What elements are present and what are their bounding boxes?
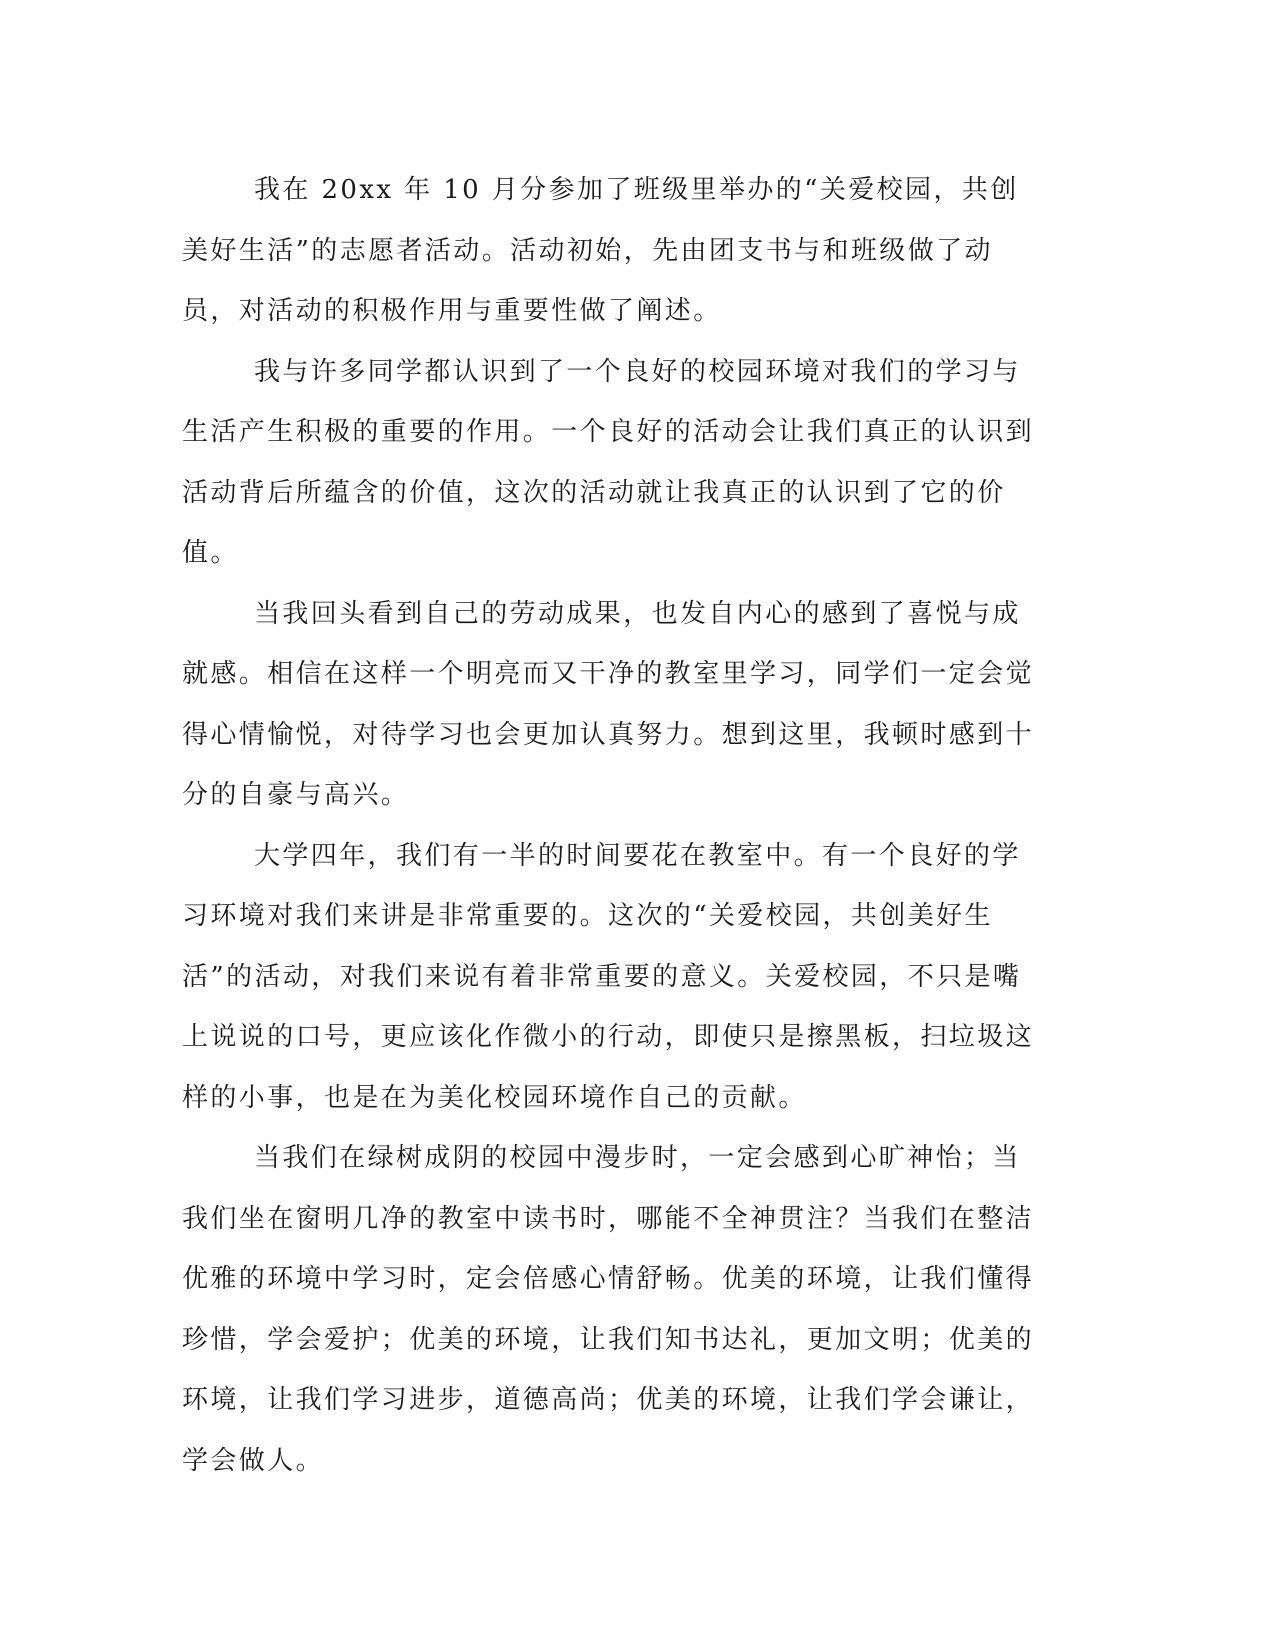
paragraph-4: 大学四年，我们有一半的时间要花在教室中。有一个良好的学习环境对我们来讲是非常重要的。这次的“关爱校园，共创美好生活”的活动，对我们来说有着非常重要的意义。关爱校园，不只是嘴上说说的口号，更应该化作微小的行动，即使只是擦黑板，扫垃圾这样的小事，也是在为美化校园环境作自己的贡献。 [182,840,1035,1113]
paragraph-5: 当我们在绿树成阴的校园中漫步时，一定会感到心旷神怡；当我们坐在窗明几净的教室中读书时，哪能不全神贯注？当我们在整洁优雅的环境中学习时，定会倍感心情舒畅。优美的环境，让我们懂得珍惜，学会爱护；优美的环境，让我们知书达礼，更加文明；优美的环境，让我们学习进步，道德高尚；优美的环境，让我们学会谦让，学会做人。 [182,1143,1035,1476]
paragraph-3: 当我回头看到自己的劳动成果，也发自内心的感到了喜悦与成就感。相信在这样一个明亮而又干净的教室里学习，同学们一定会觉得心情愉悦，对待学习也会更加认真努力。想到这里，我顿时感到十分的自豪与高兴。 [182,598,1035,810]
document-body [182,160,1042,1491]
paragraph-1: 我在 20xx 年 10 月分参加了班级里举办的“关爱校园，共创美好生活”的志愿者活动。活动初始，先由团支书与和班级做了动员，对活动的积极作用与重要性做了阐述。 [182,175,1019,326]
paragraph-2: 我与许多同学都认识到了一个良好的校园环境对我们的学习与生活产生积极的重要的作用。一个良好的活动会让我们真正的认识到活动背后所蕴含的价值，这次的活动就让我真正的认识到了它的价值。 [182,356,1035,568]
